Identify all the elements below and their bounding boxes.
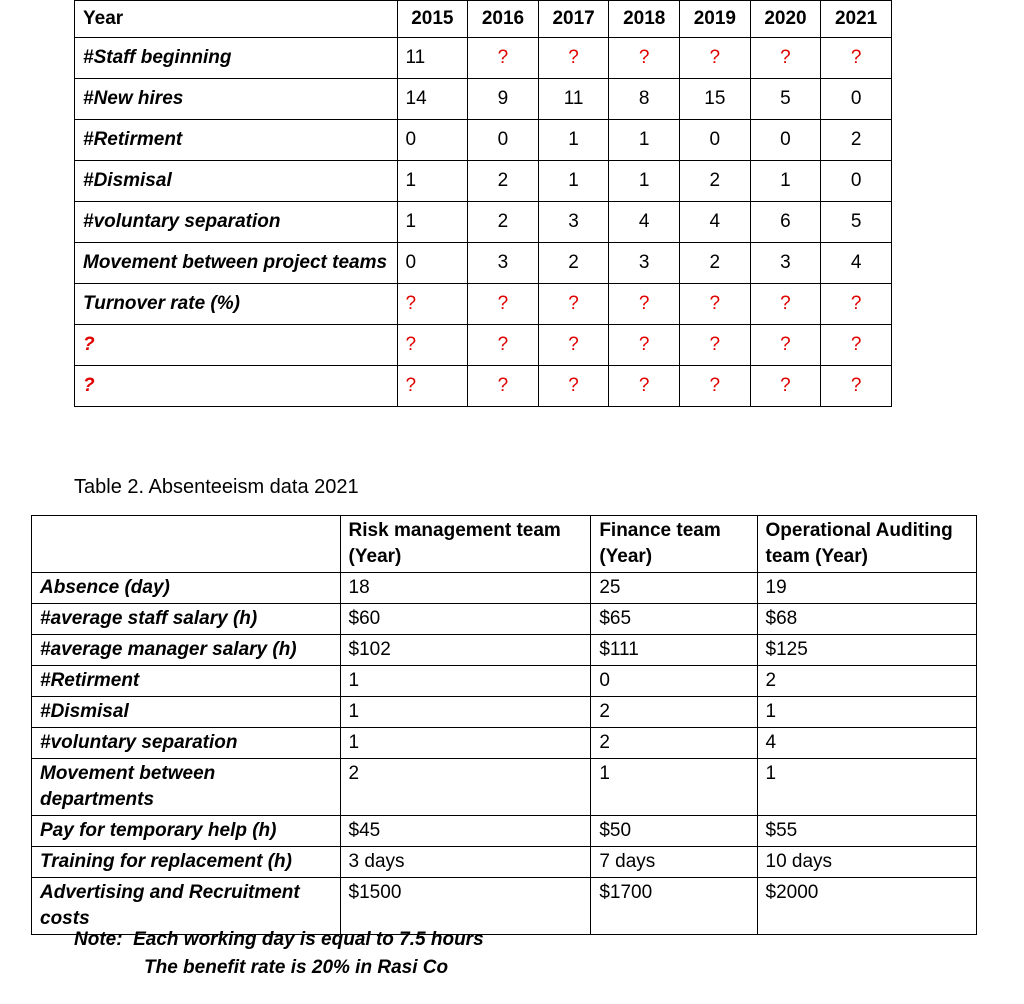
table1-cell: 1 — [609, 120, 680, 161]
table1-cell: ? — [609, 284, 680, 325]
table2-cell: 2 — [340, 759, 591, 816]
table2-row-label: Absence (day) — [32, 573, 341, 604]
table1-cell: ? — [468, 325, 539, 366]
table1-row — [75, 325, 892, 366]
table1-cell: ? — [821, 325, 892, 366]
table1-cell: 2 — [680, 161, 751, 202]
table2-row-label: Pay for temporary help (h) — [32, 816, 341, 847]
table2-cell: $1700 — [591, 878, 757, 935]
table2-row — [32, 728, 977, 759]
turnover-table — [74, 0, 892, 407]
table1-row — [75, 79, 892, 120]
table1-cell: 15 — [680, 79, 751, 120]
table1-cell: 2 — [468, 161, 539, 202]
table1-row-label: ? — [75, 366, 398, 407]
table1-cell: ? — [750, 38, 821, 79]
table2-cell: $45 — [340, 816, 591, 847]
table2-header-row — [32, 516, 977, 573]
table1-cell: 0 — [397, 120, 468, 161]
table2-row-label: Training for replacement (h) — [32, 847, 341, 878]
table2-row-label: #Retirment — [32, 666, 341, 697]
table1-cell: ? — [468, 38, 539, 79]
table1-year-header: 2015 — [397, 1, 468, 38]
table1-row-label: Turnover rate (%) — [75, 284, 398, 325]
table1-row-label: Movement between project teams — [75, 243, 398, 284]
table1-cell: 1 — [538, 161, 609, 202]
table1-cell: 1 — [397, 202, 468, 243]
table2-cell: 1 — [591, 759, 757, 816]
table1-cell: ? — [397, 366, 468, 407]
table1-cell: ? — [609, 38, 680, 79]
table2-row — [32, 759, 977, 816]
table1-row — [75, 161, 892, 202]
table1-header-row — [75, 1, 892, 38]
table2-cell: $111 — [591, 635, 757, 666]
table1-cell: ? — [468, 284, 539, 325]
table2-row — [32, 816, 977, 847]
table2-row — [32, 697, 977, 728]
table1-cell: 0 — [468, 120, 539, 161]
table1-cell: 3 — [538, 202, 609, 243]
table2-cell: 25 — [591, 573, 757, 604]
absenteeism-table — [31, 515, 977, 935]
table1-year-header: 2016 — [468, 1, 539, 38]
table1-cell: 2 — [821, 120, 892, 161]
table2-cell: 4 — [757, 728, 977, 759]
table2-row-label: Advertising and Recruitment costs — [32, 878, 341, 935]
table2-cell: 0 — [591, 666, 757, 697]
table2-cell: 1 — [340, 697, 591, 728]
table1-cell: ? — [538, 325, 609, 366]
table2-cell: $1500 — [340, 878, 591, 935]
table2-cell: $55 — [757, 816, 977, 847]
table2-column-header: Finance team (Year) — [591, 516, 757, 573]
table1-cell: 5 — [821, 202, 892, 243]
table1-row — [75, 366, 892, 407]
table2-cell: $65 — [591, 604, 757, 635]
table1-cell: ? — [750, 366, 821, 407]
table2-cell: 10 days — [757, 847, 977, 878]
table1-year-header: 2020 — [750, 1, 821, 38]
table2-cell: $60 — [340, 604, 591, 635]
table2-cell: $50 — [591, 816, 757, 847]
table2-cell: 19 — [757, 573, 977, 604]
table2-row — [32, 635, 977, 666]
table1-cell: ? — [680, 366, 751, 407]
table1-cell: ? — [609, 325, 680, 366]
table1-cell: 2 — [680, 243, 751, 284]
table1-cell: 1 — [609, 161, 680, 202]
table1-cell: 3 — [609, 243, 680, 284]
table1-cell: ? — [821, 366, 892, 407]
table1-cell: 3 — [750, 243, 821, 284]
table1-cell: ? — [397, 325, 468, 366]
table1-header-label: Year — [75, 1, 398, 38]
table1-cell: ? — [538, 284, 609, 325]
table1-cell: ? — [750, 284, 821, 325]
table1-cell: 4 — [609, 202, 680, 243]
table1-cell: 1 — [538, 120, 609, 161]
table2-row — [32, 847, 977, 878]
table1-row — [75, 202, 892, 243]
table1-cell: ? — [821, 38, 892, 79]
table1-cell: ? — [397, 284, 468, 325]
table1-row-label: #New hires — [75, 79, 398, 120]
table1-cell: 2 — [468, 202, 539, 243]
table2-cell: 7 days — [591, 847, 757, 878]
table1-cell: 4 — [680, 202, 751, 243]
table2-row-label: #average staff salary (h) — [32, 604, 341, 635]
table1-cell: 1 — [750, 161, 821, 202]
table2-cell: $2000 — [757, 878, 977, 935]
table1-row — [75, 120, 892, 161]
table1-row-label: ? — [75, 325, 398, 366]
table1-row — [75, 284, 892, 325]
table1-cell: 2 — [538, 243, 609, 284]
table1-cell: ? — [821, 284, 892, 325]
table2-row-label: #average manager salary (h) — [32, 635, 341, 666]
table2-cell: 1 — [757, 759, 977, 816]
table2-row-label: #voluntary separation — [32, 728, 341, 759]
table1-cell: ? — [468, 366, 539, 407]
table1-row — [75, 38, 892, 79]
table1-cell: 0 — [750, 120, 821, 161]
table1-cell: 0 — [397, 243, 468, 284]
table1-row-label: #voluntary separation — [75, 202, 398, 243]
table1-row-label: #Dismisal — [75, 161, 398, 202]
table2-cell: 1 — [340, 666, 591, 697]
table2-cell: $68 — [757, 604, 977, 635]
table2-cell: $125 — [757, 635, 977, 666]
table2-cell: 3 days — [340, 847, 591, 878]
table2-row — [32, 604, 977, 635]
table1-cell: ? — [538, 366, 609, 407]
table1-cell: 6 — [750, 202, 821, 243]
table2-row-label: #Dismisal — [32, 697, 341, 728]
note-line-1: Note: Each working day is equal to 7.5 hours — [74, 929, 484, 950]
table1-cell: 1 — [397, 161, 468, 202]
table2-cell: $102 — [340, 635, 591, 666]
note — [74, 926, 484, 982]
table2-corner-cell — [32, 516, 341, 573]
table1-cell: 9 — [468, 79, 539, 120]
table1-year-header: 2021 — [821, 1, 892, 38]
table1-cell: ? — [538, 38, 609, 79]
table1-cell: ? — [680, 38, 751, 79]
table1-cell: ? — [680, 284, 751, 325]
table1-cell: 8 — [609, 79, 680, 120]
table2-column-header: Risk management team (Year) — [340, 516, 591, 573]
table1-year-header: 2019 — [680, 1, 751, 38]
table2-cell: 2 — [591, 728, 757, 759]
table2-row-label: Movement between departments — [32, 759, 341, 816]
table2-cell: 1 — [340, 728, 591, 759]
table1-cell: 3 — [468, 243, 539, 284]
table1-cell: ? — [750, 325, 821, 366]
table1-cell: 0 — [821, 161, 892, 202]
table1-cell: 5 — [750, 79, 821, 120]
table1-cell: 11 — [538, 79, 609, 120]
table1-year-header: 2017 — [538, 1, 609, 38]
table1-cell: 4 — [821, 243, 892, 284]
table1-cell: ? — [680, 325, 751, 366]
table1-cell: 14 — [397, 79, 468, 120]
table1-row — [75, 243, 892, 284]
table1-year-header: 2018 — [609, 1, 680, 38]
table2-row — [32, 666, 977, 697]
table2-cell: 1 — [757, 697, 977, 728]
table2-cell: 18 — [340, 573, 591, 604]
table1-cell: 0 — [821, 79, 892, 120]
table1-cell: 11 — [397, 38, 468, 79]
table2-caption: Table 2. Absenteeism data 2021 — [74, 476, 359, 498]
table2-row — [32, 573, 977, 604]
table1-row-label: #Staff beginning — [75, 38, 398, 79]
note-line-2: The benefit rate is 20% in Rasi Co — [144, 957, 449, 978]
table2-column-header: Operational Auditing team (Year) — [757, 516, 977, 573]
table1-row-label: #Retirment — [75, 120, 398, 161]
table2-cell: 2 — [591, 697, 757, 728]
table2-cell: 2 — [757, 666, 977, 697]
table1-cell: 0 — [680, 120, 751, 161]
table1-cell: ? — [609, 366, 680, 407]
